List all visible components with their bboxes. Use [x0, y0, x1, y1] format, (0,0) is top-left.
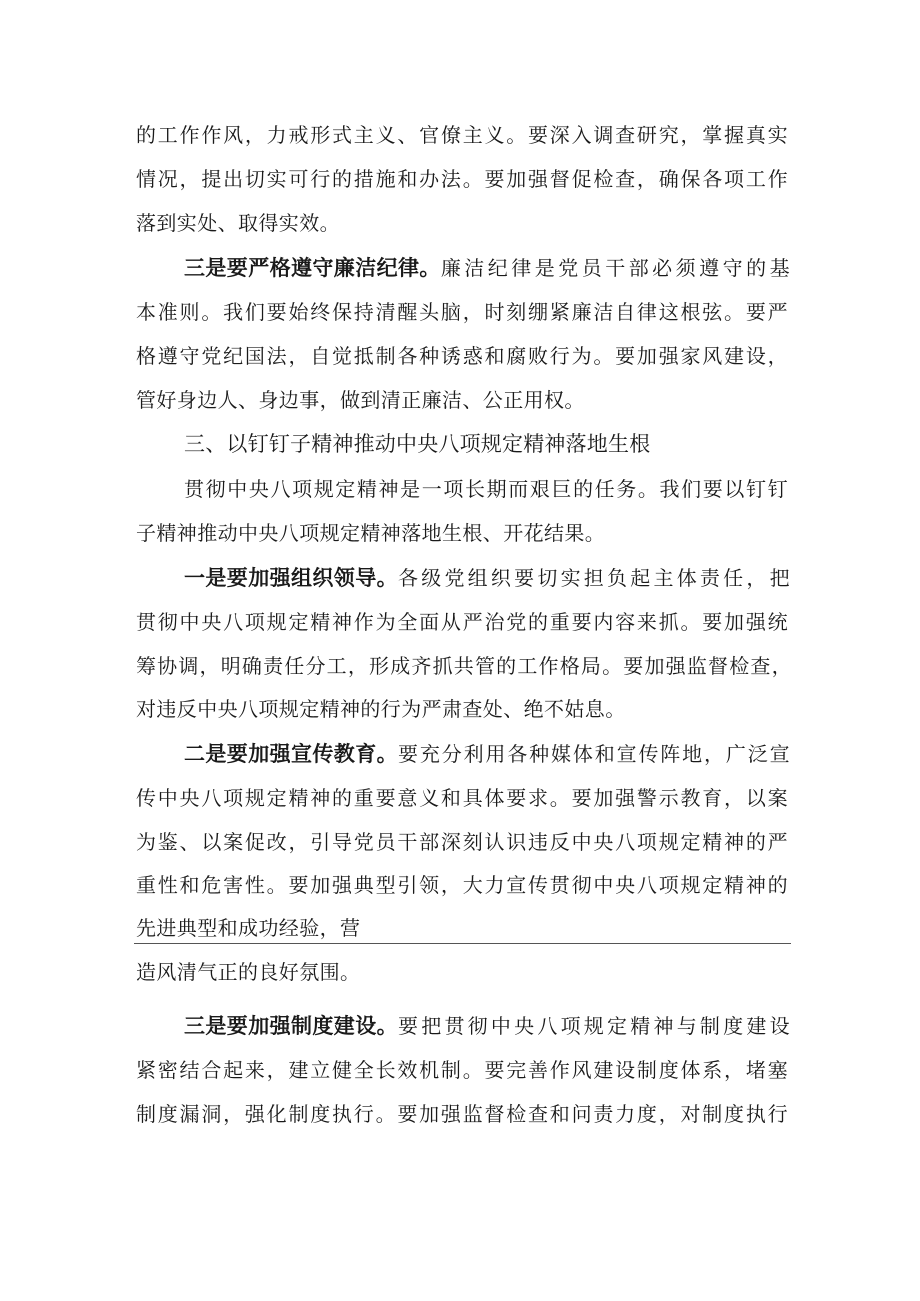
text-line: 贯彻中央八项规定精神是一项长期而艰巨的任务。我们要以钉钉: [184, 477, 788, 501]
text-line: 筹协调，明确责任分工，形成齐抓共管的工作格局。要加强监督检查，: [136, 654, 792, 678]
text-line: 紧密结合起来，建立健全长效机制。要完善作风建设制度体系，堵塞: [136, 1058, 788, 1082]
text-line: 传中央八项规定精神的重要意义和具体要求。要加强警示教育，以案: [136, 786, 788, 810]
text-line: 本准则。我们要始终保持清醒头脑，时刻绷紧廉洁自律这根弦。要严: [136, 300, 788, 324]
section-heading: 三、以钉钉子精神推动中央八项规定精神落地生根: [184, 432, 651, 456]
text-line: 先进典型和成功经验，营: [136, 916, 361, 940]
text-line: 格遵守党纪国法，自觉抵制各种诱惑和腐败行为。要加强家风建设，: [136, 344, 788, 368]
text-line: 落到实处、取得实效。: [136, 211, 340, 235]
text-line: 造风清气正的良好氛围。: [136, 960, 361, 984]
text-line: 制度漏洞，强化制度执行。要加强监督检查和问责力度，对制度执行: [136, 1102, 788, 1126]
text-line: 情况，提出切实可行的措施和办法。要加强督促检查，确保各项工作: [136, 167, 788, 191]
text-line: 贯彻中央八项规定精神作为全面从严治党的重要内容来抓。要加强统: [136, 610, 788, 634]
text-line: 子精神推动中央八项规定精神落地生根、开花结果。: [136, 521, 606, 545]
text-line: 对违反中央八项规定精神的行为严肃查处、绝不姑息。: [136, 697, 626, 721]
text-span: 要充分利用各种媒体和宣传阵地，广泛宣: [398, 742, 790, 766]
text-line: [184, 253, 790, 283]
text-line: [184, 1011, 790, 1041]
text-line: 为鉴、以案促改，引导党员干部深刻认识违反中央八项规定精神的严: [136, 830, 788, 854]
page-break-divider: [134, 943, 791, 944]
paragraph-lead: 三是要严格遵守廉洁纪律。: [184, 256, 441, 280]
text-span: 廉洁纪律是党员干部必须遵守的基: [440, 256, 790, 280]
paragraph-lead: 三是要加强制度建设。: [184, 1014, 398, 1038]
paragraph-lead: 二是要加强宣传教育。: [184, 742, 398, 766]
text-span: 各级党组织要切实担负起主体责任，把: [398, 566, 790, 590]
text-line: 重性和危害性。要加强典型引领，大力宣传贯彻中央八项规定精神的: [136, 873, 788, 897]
text-line: [184, 739, 790, 769]
text-line: 管好身边人、身边事，做到清正廉洁、公正用权。: [136, 388, 585, 412]
text-line: 的工作作风，力戒形式主义、官僚主义。要深入调查研究，掌握真实: [136, 123, 788, 147]
paragraph-lead: 一是要加强组织领导。: [184, 566, 398, 590]
text-span: 要把贯彻中央八项规定精神与制度建设: [398, 1014, 790, 1038]
text-line: [184, 563, 790, 593]
